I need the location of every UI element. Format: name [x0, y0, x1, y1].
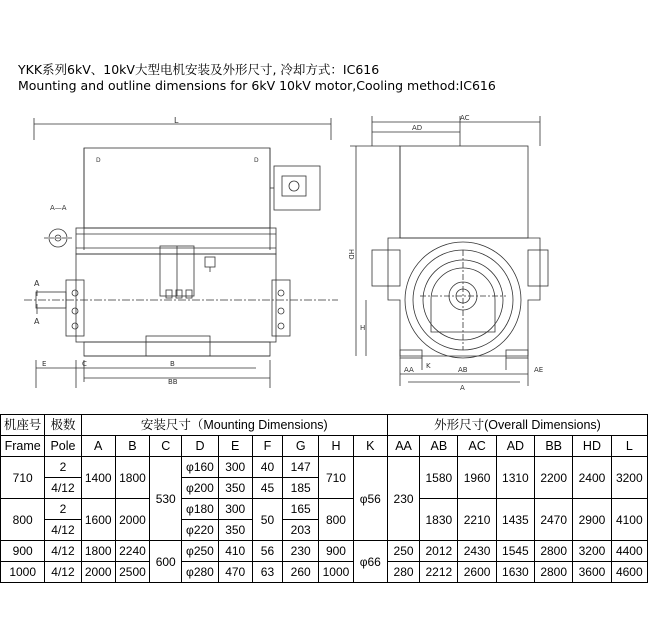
cell-C: 530 [150, 457, 182, 541]
cell-AA: 250 [387, 541, 419, 562]
cell-frame: 800 [1, 499, 45, 541]
cell-BB: 2800 [535, 562, 573, 583]
cell-E: 300 [218, 457, 252, 478]
header-frame-cn: 机座号 [1, 415, 45, 436]
cell-HD: 2400 [573, 457, 611, 499]
cell-B: 1800 [115, 457, 149, 499]
cell-L: 4100 [611, 499, 647, 541]
section-mark-A-top: A [34, 279, 40, 288]
col-header: E [218, 436, 252, 457]
dim-label-AC: AC [460, 114, 470, 122]
table-row [1, 541, 648, 562]
cell-AC: 2430 [458, 541, 496, 562]
header-pole-cn: 极数 [45, 415, 81, 436]
cell-BB: 2800 [535, 541, 573, 562]
svg-text:D: D [96, 157, 101, 164]
cell-AB: 2012 [420, 541, 458, 562]
col-header: C [150, 436, 182, 457]
cell-BB: 2200 [535, 457, 573, 499]
cell-AA: 280 [387, 562, 419, 583]
cell-B: 2500 [115, 562, 149, 583]
end-view [347, 114, 548, 392]
table-row [1, 499, 648, 520]
cell-B: 2000 [115, 499, 149, 541]
cell-A: 2000 [81, 562, 115, 583]
title-chinese: YKK系列6kV、10kV大型电机安装及外形尺寸, 冷却方式：IC616 [18, 62, 380, 77]
dim-label-K: K [426, 362, 431, 370]
cell-frame: 1000 [1, 562, 45, 583]
col-header: B [115, 436, 149, 457]
cell-AC: 2600 [458, 562, 496, 583]
cell-K: φ66 [353, 541, 387, 583]
cell-HD: 2900 [573, 499, 611, 541]
cell-AD: 1310 [496, 457, 534, 499]
cell-L: 3200 [611, 457, 647, 499]
title-english: Mounting and outline dimensions for 6kV 10kV motor,Cooling method:IC616 [18, 78, 496, 93]
header-frame-en: Frame [1, 436, 45, 457]
cell-F: 45 [252, 478, 282, 499]
cell-D: φ200 [182, 478, 218, 499]
cell-E: 410 [218, 541, 252, 562]
cell-C: 600 [150, 541, 182, 583]
cell-pole: 4/12 [45, 541, 81, 562]
cell-AA: 230 [387, 457, 419, 541]
cell-G: 230 [283, 541, 319, 562]
cell-AC: 2210 [458, 499, 496, 541]
cell-A: 1600 [81, 499, 115, 541]
cell-frame: 900 [1, 541, 45, 562]
cell-L: 4600 [611, 562, 647, 583]
cell-D: φ180 [182, 499, 218, 520]
cell-E: 300 [218, 499, 252, 520]
col-header: D [182, 436, 218, 457]
dim-label-BB: BB [168, 378, 178, 386]
dim-label-A: A [460, 384, 465, 392]
dim-label-HD: HD [347, 249, 355, 260]
cell-D: φ160 [182, 457, 218, 478]
dim-label-AB: AB [458, 366, 468, 374]
cell-B: 2240 [115, 541, 149, 562]
cell-AC: 1960 [458, 457, 496, 499]
cell-E: 350 [218, 520, 252, 541]
section-label-A-A: A—A [50, 204, 67, 212]
cell-A: 1800 [81, 541, 115, 562]
cell-K: φ56 [353, 457, 387, 541]
cell-F: 56 [252, 541, 282, 562]
dim-label-B: B [170, 360, 175, 368]
cell-F: 50 [252, 499, 282, 541]
col-header: BB [535, 436, 573, 457]
table-row [1, 457, 648, 478]
cell-G: 260 [283, 562, 319, 583]
cell-H: 710 [319, 457, 353, 499]
header-mounting: 安装尺寸（Mounting Dimensions) [81, 415, 387, 436]
dim-label-AD: AD [412, 124, 423, 132]
cell-G: 185 [283, 478, 319, 499]
col-header: F [252, 436, 282, 457]
cell-AD: 1630 [496, 562, 534, 583]
dim-label-H: H [360, 324, 366, 332]
col-header: L [611, 436, 647, 457]
cell-E: 470 [218, 562, 252, 583]
col-header: AD [496, 436, 534, 457]
col-header: AA [387, 436, 419, 457]
dim-label-AA: AA [404, 366, 414, 374]
cell-E: 350 [218, 478, 252, 499]
dimension-table [0, 414, 648, 583]
section-mark-A-bottom: A [34, 317, 40, 326]
side-view [24, 116, 338, 388]
cell-G: 165 [283, 499, 319, 520]
cell-D: φ250 [182, 541, 218, 562]
cell-pole: 4/12 [45, 478, 81, 499]
cell-BB: 2470 [535, 499, 573, 541]
svg-text:D: D [254, 157, 259, 164]
col-header: AB [420, 436, 458, 457]
dim-label-E: E [42, 360, 47, 368]
dim-label-L: L [174, 116, 179, 125]
cell-pole: 4/12 [45, 562, 81, 583]
cell-AD: 1545 [496, 541, 534, 562]
col-header: HD [573, 436, 611, 457]
cell-AB: 2212 [420, 562, 458, 583]
cell-G: 147 [283, 457, 319, 478]
dim-label-C: C [82, 360, 87, 368]
cell-HD: 3200 [573, 541, 611, 562]
col-header: H [319, 436, 353, 457]
cell-D: φ280 [182, 562, 218, 583]
col-header: K [353, 436, 387, 457]
cell-pole: 4/12 [45, 520, 81, 541]
header-pole-en: Pole [45, 436, 81, 457]
cell-pole: 2 [45, 457, 81, 478]
cell-L: 4400 [611, 541, 647, 562]
cell-AB: 1830 [420, 499, 458, 541]
col-header: AC [458, 436, 496, 457]
header-overall: 外形尺寸(Overall Dimensions) [387, 415, 647, 436]
col-header: G [283, 436, 319, 457]
cell-AD: 1435 [496, 499, 534, 541]
dim-label-AE: AE [534, 366, 544, 374]
cell-H: 900 [319, 541, 353, 562]
cell-F: 40 [252, 457, 282, 478]
cell-F: 63 [252, 562, 282, 583]
cell-H: 1000 [319, 562, 353, 583]
cell-A: 1400 [81, 457, 115, 499]
cell-AB: 1580 [420, 457, 458, 499]
cell-H: 800 [319, 499, 353, 541]
col-header: A [81, 436, 115, 457]
table-row [1, 562, 648, 583]
cell-frame: 710 [1, 457, 45, 499]
cell-G: 203 [283, 520, 319, 541]
cell-D: φ220 [182, 520, 218, 541]
cell-HD: 3600 [573, 562, 611, 583]
cell-pole: 2 [45, 499, 81, 520]
